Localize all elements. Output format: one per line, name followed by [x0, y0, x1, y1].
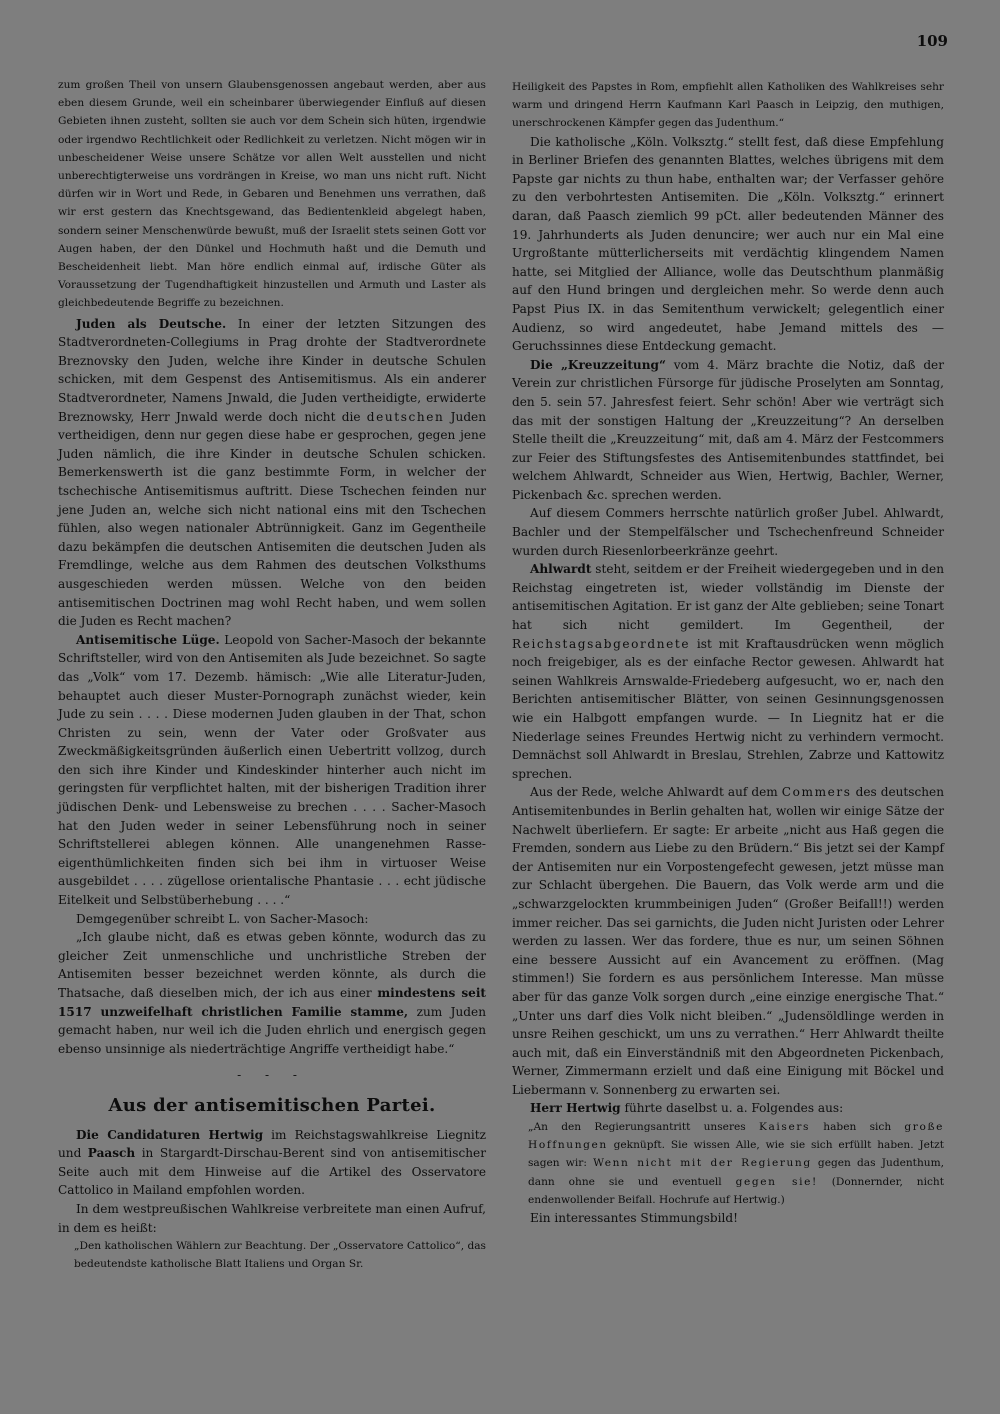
paragraph: In dem westpreußischen Wahlkreise verbreitete man einen Aufruf, in dem es heißt:: [58, 1201, 486, 1235]
quote-aufruf: „Den katholischen Wählern zur Beachtung. Der „Osservatore Cattolico“, das bedeutendste katholische Blatt Italiens und Organ Sr.: [74, 1240, 486, 1271]
left-column: [58, 76, 486, 1274]
headline-antisemitische-luege: Antisemitische Lüge.: [76, 632, 220, 647]
article-antisemitische-luege: Antisemitische Lüge. Leopold von Sacher-Masoch der bekannte Schriftsteller, wird von den Antisemiten als Jude bezeichnet. So sagte das „Volk“ vom 17. Dezemb. hämisch: „Wie alle Literatur-Juden, behauptet auch dieser Muster-Pornograph zunächst wieder, kein Jude zu sein . . . . Diese modernen Juden glauben in der That, schon Christen zu sein, wenn der Vater oder Großvater aus Zweckmäßigkeitsgründen äußerlich einen Uebertritt vollzog, durch den sich ihre Kinder und Kindeskinder hinterher auch nicht im geringsten für verpflichtet halten, mit der bisherigen Tradition ihrer jüdischen Denk- und Lebensweise zu brechen . . . . Sacher-Masoch hat den Juden weder in seiner Lebensführung noch in seiner Schriftstellerei ablegen können. Alle unangenehmen Rasse-eigenthümlichkeiten finden sich bei ihm in virtuoser Weise ausgebildet . . . . zügellose orientalische Phantasie . . . echt jüdische Eitelkeit und Selbstüberhebung . . . .“: [58, 632, 486, 908]
headline-ahlwardt: Ahlwardt: [530, 562, 592, 577]
headline-hertwig: Herr Hertwig: [530, 1101, 621, 1116]
article-continuation: zum großen Theil von unsern Glaubensgenossen angebaut werden, aber aus eben diesem Grunde, weil ein scheinbarer überwiegender Einfluß auf diesen Gebieten ihnen zusteht, sollten sie auch vor dem Schein sich hüten, irgendwie oder irgendwo Rechtlichkeit oder Redlichkeit zu verletzen. Nicht mögen wir in unbescheidener Weise unsere Schätze vor allen Welt ausstellen und nicht unberechtigterweise uns vordrängen in Kreise, wo man uns nicht ruft. Nicht dürfen wir in Wort und Rede, in Gebaren und Benehmen uns verrathen, daß wir erst gestern das Knechtsgewand, das Bedientenkleid abgelegt haben, sondern seiner Menschenwürde bewußt, muß der Israelit stets seinen Gott vor Augen haben, der den Dünkel und Hochmuth haßt und die Demuth und Bescheidenheit liebt. Man höre endlich einmal auf, irdische Güter als Voraussetzung der Tugendhaftigkeit hinzustellen und Armuth und Laster als gleichbedeutende Begriffe zu bezeichnen.: [58, 79, 486, 310]
quote-hertwig: „An den Regierungsantritt unseres Kaisers haben sich große Hoffnungen geknüpft. Sie wissen Alle, wie sie sich erfüllt haben. Jetzt sagen wir: Wenn nicht mit der Regierung gegen das Judenthum, dann ohne sie und eventuell gegen sie! (Donnernder, nicht endenwollender Beifall. Hochrufe auf Hertwig.): [528, 1121, 945, 1206]
article-kreuzzeitung: Die „Kreuzzeitung“ vom 4. März brachte die Notiz, daß der Verein zur christlichen Fürsorge für jüdische Proselyten am Sonntag, den 5. sein 57. Jahresfest feiert. Sehr schön! Aber wie verträgt sich das mit der sonstigen Haltung der „Kreuzzeitung“? An derselben Stelle theilt die „Kreuzzeitung“ mit, daß am 4. März der Festcommers zur Feier des Stiftungsfestes des Antisemitenbundes stattfindet, bei welchem Ahlwardt, Schneider aus Wien, Hertwig, Bachler, Werner, Pickenbach &c. sprechen werden.: [512, 357, 944, 502]
section-title: Aus der antisemitischen Partei.: [108, 1094, 436, 1116]
paragraph: Auf diesem Commers herrschte natürlich großer Jubel. Ahlwardt, Bachler und der Stempelfälscher und Tschechenfreund Schneider wurden durch Riesenlorbeerkränze geehrt.: [512, 506, 944, 558]
separator: - - -: [237, 1068, 307, 1083]
page-number: 109: [916, 32, 948, 50]
headline-kreuzzeitung: Die „Kreuzzeitung“: [530, 357, 666, 372]
article-candidaturen: Die Candidaturen Hertwig im Reichstagswahlkreise Liegnitz und Paasch in Stargardt-Dirschau-Berent sind von antisemitischer Seite auch mit dem Hinweise auf die Artikel des Osservatore Cattolico in Mailand empfohlen worden.: [58, 1127, 486, 1198]
quote-sacher-masoch: „Ich glaube nicht, daß es etwas geben könnte, wodurch das zu gleicher Zeit unmenschliche und unchristliche Streben der Antisemiten besser bezeichnet werden könnte, als durch die Thatsache, daß dieselben mich, der ich aus einer mindestens seit 1517 unzweifelhaft christlichen Familie stamme, zum Juden gemacht haben, nur weil ich die Juden ehrlich und energisch gegen ebenso unsinnige als niederträchtige Angriffe vertheidigt habe.“: [58, 930, 486, 1056]
article-juden-als-deutsche: Juden als Deutsche. In einer der letzten Sitzungen des Stadtverordneten-Collegiums in Prag drohte der Stadtverordnete Breznovsky den Juden, welche ihre Kinder in deutsche Schulen schicken, mit dem Gespenst des Antisemitismus. Als ein anderer Stadtverordneter, Namens Jnwald, die Juden vertheidigte, erwiderte Breznowsky, Herr Jnwald werde doch nicht die deutschen Juden vertheidigen, denn nur gegen diese habe er gesprochen, gegen jene Juden nämlich, die ihre Kinder in deutsche Schulen schicken. Bemerkenswerth ist die ganz bestimmte Form, in welcher der tschechische Antisemitismus auftritt. Diese Tschechen feinden nur jene Juden an, welche sich nicht national eins mit den Tschechen fühlen, also wegen nationaler Abtrünnigkeit. Ganz im Gegentheile dazu bekämpfen die deutschen Antisemiten die deutschen Juden als Fremdlinge, welche aus dem Rahmen des deutschen Volksthums ausgeschieden werden müssen. Welche von den beiden antisemitischen Doctrinen mag wohl Recht haben, und wem sollen die Juden es Recht machen?: [58, 316, 487, 629]
right-column: [512, 78, 944, 1228]
paragraph: Demgegenüber schreibt L. von Sacher-Masoch:: [76, 911, 369, 926]
quote-aufruf-continued: Heiligkeit des Papstes in Rom, empfiehlt allen Katholiken des Wahlkreises sehr warm und dringend Herrn Kaufmann Karl Paasch in Leipzig, den muthigen, unerschrockenen Kämpfer gegen das Judenthum.“: [512, 81, 944, 130]
closing-line: Ein interessantes Stimmungsbild!: [530, 1211, 738, 1226]
article-hertwig: Herr Hertwig führte daselbst u. a. Folgendes aus:: [530, 1101, 844, 1116]
article-ahlwardt: Ahlwardt steht, seitdem er der Freiheit wiedergegeben und in den Reichstag eingetreten ist, wieder vollständig im Dienste der antisemitischen Agitation. Er ist ganz der Alte geblieben; seine Tonart hat sich nicht gemildert. Im Gegentheil, der Reichstagsabgeordnete ist mit Kraftausdrücken wenn möglich noch freigebiger, als es der einfache Rector gewesen. Ahlwardt hat seinen Wahlkreis Arnswalde-Friedeberg aufgesucht, wo er, nach den Berichten antisemitischer Blätter, von seinen Gesinnungsgenossen wie ein Halbgott empfangen wurde. — In Liegnitz hat er die Niederlage seines Freundes Hertwig nicht zu verhindern vermocht. Demnächst soll Ahlwardt in Breslau, Strehlen, Zabrze und Kattowitz sprechen.: [512, 562, 944, 781]
headline-juden-als-deutsche: Juden als Deutsche.: [76, 316, 227, 331]
paragraph-koeln-volksztg: Die katholische „Köln. Volksztg.“ stellt fest, daß diese Empfehlung in Berliner Briefen des genannten Blattes, welches übrigens mit dem Papste gar nichts zu thun habe, enthalten war; der Verfasser gehöre zu den verbohrtesten Antisemiten. Die „Köln. Volksztg.“ erinnert daran, daß Paasch ziemlich 99 pCt. aller bedeutenden Männer des 19. Jahrhunderts als Juden denuncire; wer auch nur ein Mal eine Urgroßtante mütterlicherseits mit verdächtig klingendem Namen hatte, sei Mitglied der Alliance, wolle das Deutschthum planmäßig auf den Hund bringen und dergleichen mehr. So werde denn auch Papst Pius IX. in das Semitenthum verwickelt; gelegentlich einer Audienz, so wird angedeutet, habe Jemand mittels des — Geruchssinnes diese Entdeckung gemacht.: [512, 134, 944, 354]
paragraph-ahlwardt-rede: Aus der Rede, welche Ahlwardt auf dem Commers des deutschen Antisemitenbundes in Berlin gehalten hat, wollen wir einige Sätze der Nachwelt überliefern. Er sagte: Er arbeite „nicht aus Haß gegen die Fremden, sondern aus Liebe zu den Brüdern.“ Bis jetzt sei der Kampf der Antisemiten nur ein Vorpostengefecht gewesen, jetzt müsse man zur Schlacht übergehen. Die Bauern, das Volk werde arm und die „schwarzgelockten krummbeinigen Juden“ (Großer Beifall!!) werden immer reicher. Das sei garnichts, die Juden nicht Juristen oder Lehrer werden zu lassen. Wer das fordere, thue es nur, um seinen Söhnen eine bessere Aussicht auf ein Avancement zu eröffnen. (Mag stimmen!) Sie fordern es aus persönlichem Interesse. Man müsse aber für das ganze Volk sorgen durch „eine einzige energische That.“ „Unter uns darf dies Volk nicht bleiben.“ „Judensöldlinge werden in unsre Reihen geschickt, um uns zu verrathen.“ Herr Ahlwardt theilte auch mit, daß ein Einverständniß mit den Abgeordneten Pickenbach, Werner, Zimmermann erzielt und daß eine Einigung mit Böckel und Liebermann v. Sonnenberg zu erwarten sei.: [512, 785, 944, 1097]
